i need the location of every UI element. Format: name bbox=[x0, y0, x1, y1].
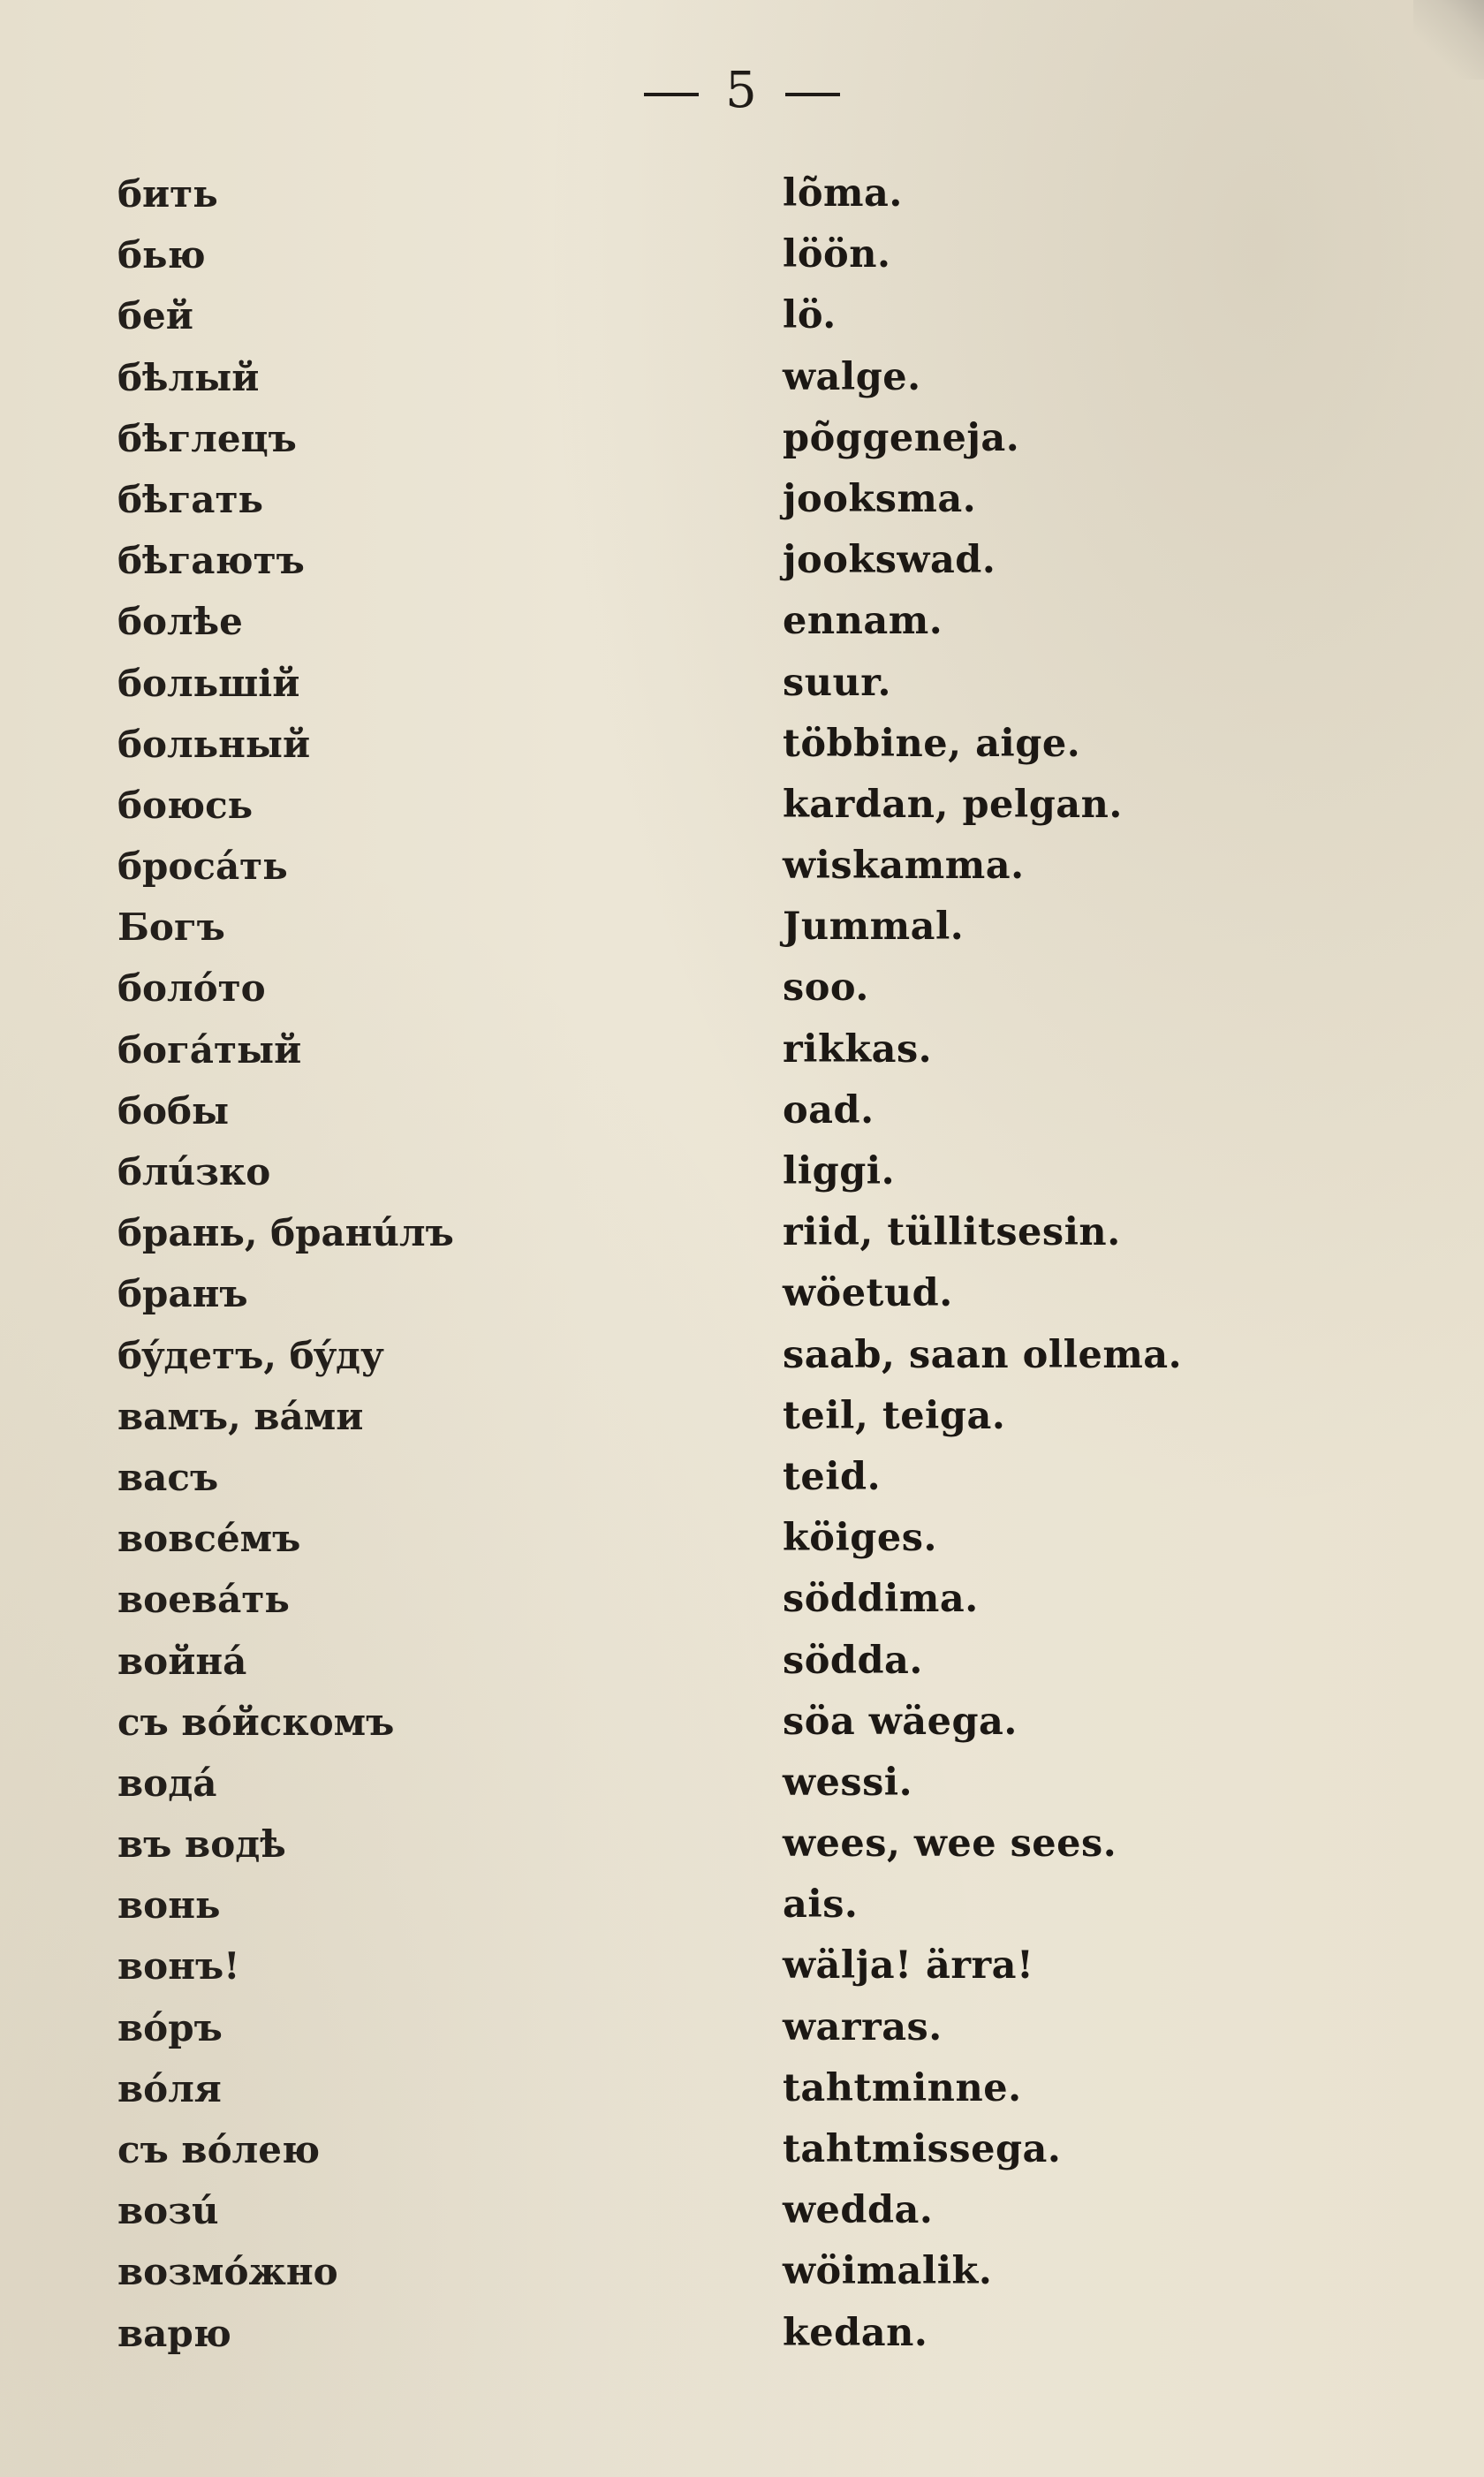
estonian-translation: södda. bbox=[783, 1638, 923, 1683]
russian-word: вонь bbox=[117, 1883, 221, 1928]
estonian-translation: söddima. bbox=[783, 1577, 979, 1622]
russian-word: богáтый bbox=[117, 1027, 302, 1072]
estonian-translation: teil, teiga. bbox=[783, 1393, 1006, 1438]
russian-word: бѣгать bbox=[117, 477, 264, 521]
russian-word: большiй bbox=[117, 661, 300, 705]
estonian-translation: löön. bbox=[783, 232, 891, 277]
russian-word: возмóжно bbox=[117, 2250, 338, 2294]
estonian-translation: ennam. bbox=[783, 599, 943, 644]
estonian-translation: kardan, pelgan. bbox=[783, 782, 1123, 827]
estonian-translation: wöimalik. bbox=[783, 2249, 993, 2294]
russian-word: бросáть bbox=[117, 845, 288, 889]
russian-word: бýдетъ, бýду bbox=[117, 1333, 384, 1377]
russian-word: бью bbox=[117, 233, 206, 277]
estonian-translation: söa wäega. bbox=[783, 1699, 1018, 1744]
russian-word: бобы bbox=[117, 1088, 230, 1132]
russian-word: возú bbox=[117, 2189, 219, 2233]
estonian-translation: lõma. bbox=[783, 171, 903, 216]
estonian-translation: lö. bbox=[783, 293, 837, 338]
russian-word: бѣгаютъ bbox=[117, 539, 305, 583]
estonian-translation: köiges. bbox=[783, 1516, 937, 1561]
russian-word: болóто bbox=[117, 966, 266, 1011]
russian-word: въ водѣ bbox=[117, 1822, 286, 1867]
estonian-translation: kedan. bbox=[783, 2310, 928, 2355]
estonian-translation: oad. bbox=[783, 1087, 874, 1132]
russian-word: бранъ bbox=[117, 1272, 248, 1316]
russian-word: вóръ bbox=[117, 2005, 223, 2049]
page-number: 5 bbox=[725, 62, 759, 119]
estonian-translation: wedda. bbox=[783, 2188, 934, 2233]
header-dash-left bbox=[644, 93, 699, 96]
estonian-translation: jooksma. bbox=[783, 476, 977, 521]
russian-word: вóля bbox=[117, 2066, 222, 2110]
estonian-translation: ais. bbox=[783, 1882, 859, 1928]
russian-words-column bbox=[117, 163, 736, 2364]
russian-word: вамъ, вáми bbox=[117, 1394, 364, 1438]
estonian-translation: wiskamma. bbox=[783, 844, 1025, 889]
russian-word: брань, бранúлъ bbox=[117, 1211, 454, 1255]
russian-word: варю bbox=[117, 2311, 231, 2355]
estonian-translation: wessi. bbox=[783, 1760, 913, 1805]
estonian-translation: rikkas. bbox=[783, 1026, 933, 1072]
russian-word: воевáть bbox=[117, 1578, 290, 1622]
estonian-translation: teid. bbox=[783, 1454, 882, 1499]
estonian-translation: saab, saan ollema. bbox=[783, 1332, 1183, 1377]
estonian-translation: wöetud. bbox=[783, 1271, 953, 1316]
russian-word: съ вóйскомъ bbox=[117, 1700, 395, 1744]
estonian-translation: jookswad. bbox=[783, 538, 996, 583]
estonian-translation: wälja! ärra! bbox=[783, 1943, 1034, 1988]
russian-word: блúзко bbox=[117, 1150, 271, 1193]
estonian-translation: liggi. bbox=[783, 1149, 896, 1193]
russian-word: бить bbox=[117, 172, 218, 216]
header-dash-right bbox=[785, 93, 840, 96]
russian-word: бѣлый bbox=[117, 355, 260, 399]
estonian-translation: tahtminne. bbox=[783, 2065, 1022, 2110]
russian-word: съ вóлею bbox=[117, 2128, 321, 2171]
russian-word: бѣглецъ bbox=[117, 416, 297, 460]
estonian-translation: többine, aige. bbox=[783, 721, 1081, 766]
estonian-translation: walge. bbox=[783, 354, 921, 399]
russian-word: водá bbox=[117, 1761, 217, 1805]
estonian-translation: põggeneja. bbox=[783, 415, 1020, 460]
russian-word: больный bbox=[117, 722, 311, 766]
estonian-translations-column bbox=[783, 163, 1472, 2364]
estonian-translation: soo. bbox=[783, 966, 869, 1011]
russian-word: боюсь bbox=[117, 783, 254, 827]
russian-word: вовсéмъ bbox=[117, 1517, 301, 1561]
page-header bbox=[0, 62, 1484, 119]
russian-word: бей bbox=[117, 294, 193, 338]
russian-word: васъ bbox=[117, 1455, 219, 1499]
estonian-translation: suur. bbox=[783, 660, 891, 705]
estonian-translation: warras. bbox=[783, 2004, 943, 2049]
russian-word: войнá bbox=[117, 1639, 247, 1683]
russian-word: болѣе bbox=[117, 600, 243, 644]
estonian-translation: wees, wee sees. bbox=[783, 1822, 1117, 1867]
russian-word: Богъ bbox=[117, 905, 225, 950]
estonian-translation: riid, tüllitsesin. bbox=[783, 1210, 1121, 1255]
estonian-translation: Jummal. bbox=[783, 905, 965, 950]
russian-word: вонъ! bbox=[117, 1944, 240, 1988]
estonian-translation: tahtmissega. bbox=[783, 2127, 1062, 2171]
